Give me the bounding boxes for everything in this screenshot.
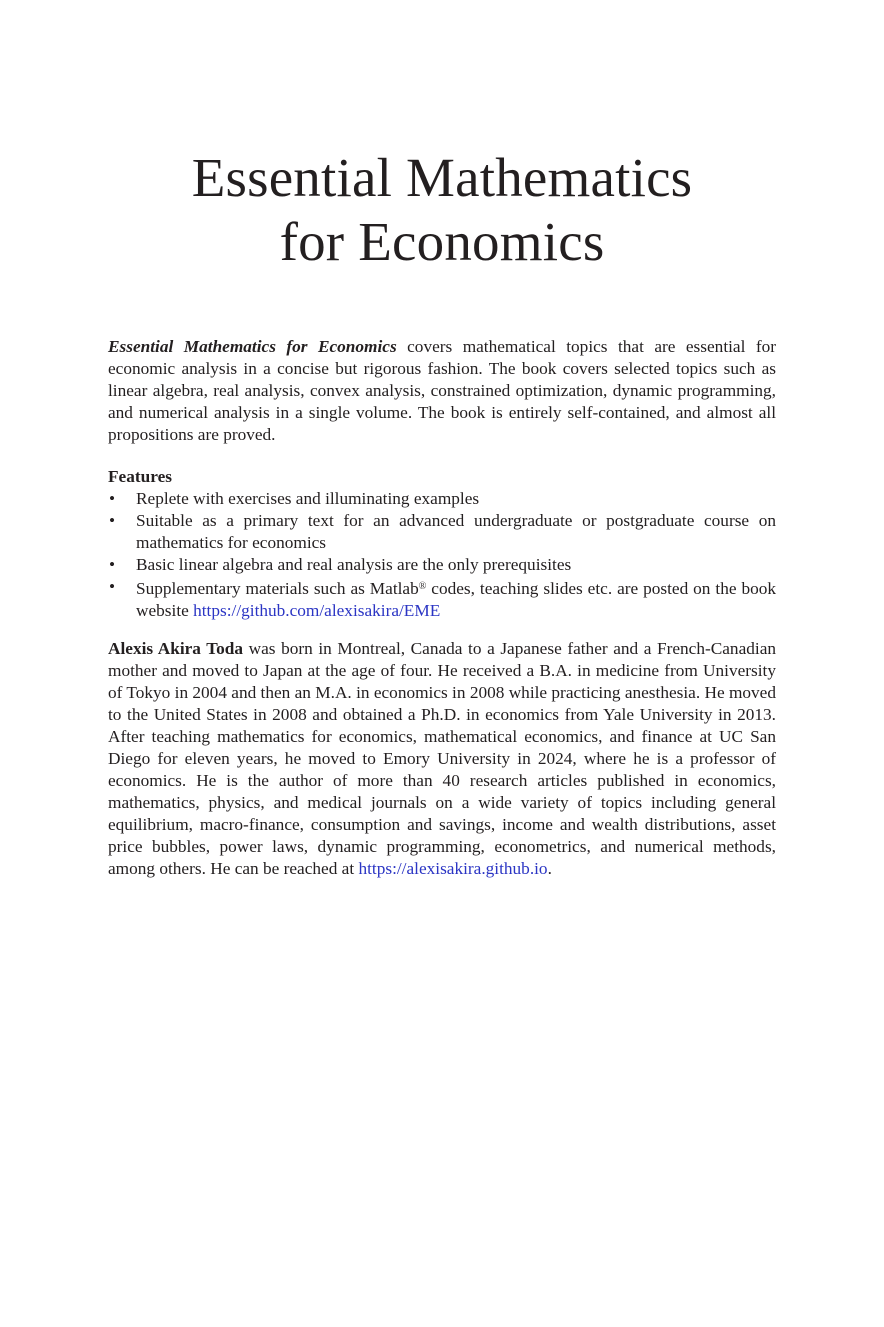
- feature-item: [108, 510, 776, 554]
- book-title: [0, 146, 884, 274]
- book-description: [108, 336, 776, 446]
- author-bio-end: .: [547, 859, 552, 878]
- features-heading: Features: [108, 467, 172, 486]
- author-name: Alexis Akira Toda: [108, 639, 244, 658]
- feature-text: Suitable as a primary text for an advanced undergraduate or postgraduate course on mathematics for economics: [136, 511, 776, 552]
- feature-text: Supplementary materials such as Matlab: [136, 579, 419, 598]
- feature-item: [108, 554, 776, 576]
- book-title-line-2: for Economics: [279, 211, 605, 272]
- feature-item: [108, 488, 776, 510]
- feature-text: Replete with exercises and illuminating examples: [136, 489, 480, 508]
- author-bio: [108, 638, 776, 880]
- book-title-line-1: Essential Mathematics: [191, 147, 693, 208]
- book-name: Essential Mathematics for Economics: [108, 337, 397, 356]
- features-list: [108, 488, 776, 622]
- author-bio-text: was born in Montreal, Canada to a Japanese father and a French-Canadian mother and moved to Japan at the age of four. He received a B.A. in medicine from University of Tokyo in 2004 and then an M.A. in economics in 2008 while practicing anesthesia. He moved to the United States in 2008 and obtained a Ph.D. in economics from Yale University in 2013. After teaching mathematics for economics, mathematical economics, and finance at UC San Diego for eleven years, he moved to Emory University in 2024, where he is a professor of economics. He is the author of more than 40 research articles published in economics, mathematics, physics, and medical journals on a wide variety of topics including general equilibrium, macro-finance, consumption and savings, income and wealth distributions, asset price bubbles, power laws, dynamic programming, econometrics, and numerical methods, among others. He can be reached at: [108, 639, 776, 878]
- bullet-icon: •: [109, 511, 116, 530]
- book-website-link[interactable]: https://github.com/alexisakira/EME: [193, 601, 441, 620]
- feature-item: [108, 576, 776, 622]
- bullet-icon: •: [109, 489, 116, 508]
- cover-body-text: [108, 336, 776, 880]
- bullet-icon: •: [109, 577, 116, 596]
- bullet-icon: •: [109, 555, 116, 574]
- book-description-text: covers mathematical topics that are essential for economic analysis in a concise but rigorous fashion. The book covers selected topics such as linear algebra, real analysis, convex analysis, constrained optimization, dynamic programming, and numerical analysis in a single volume. The book is entirely self-contained, and almost all propositions are proved.: [108, 337, 776, 444]
- author-website-link[interactable]: https://alexisakira.github.io: [358, 859, 548, 878]
- feature-text-continued: codes, teaching slides etc. are posted on the book website: [136, 579, 777, 620]
- registered-mark: ®: [418, 581, 427, 592]
- feature-text: Basic linear algebra and real analysis are the only prerequisites: [136, 555, 572, 574]
